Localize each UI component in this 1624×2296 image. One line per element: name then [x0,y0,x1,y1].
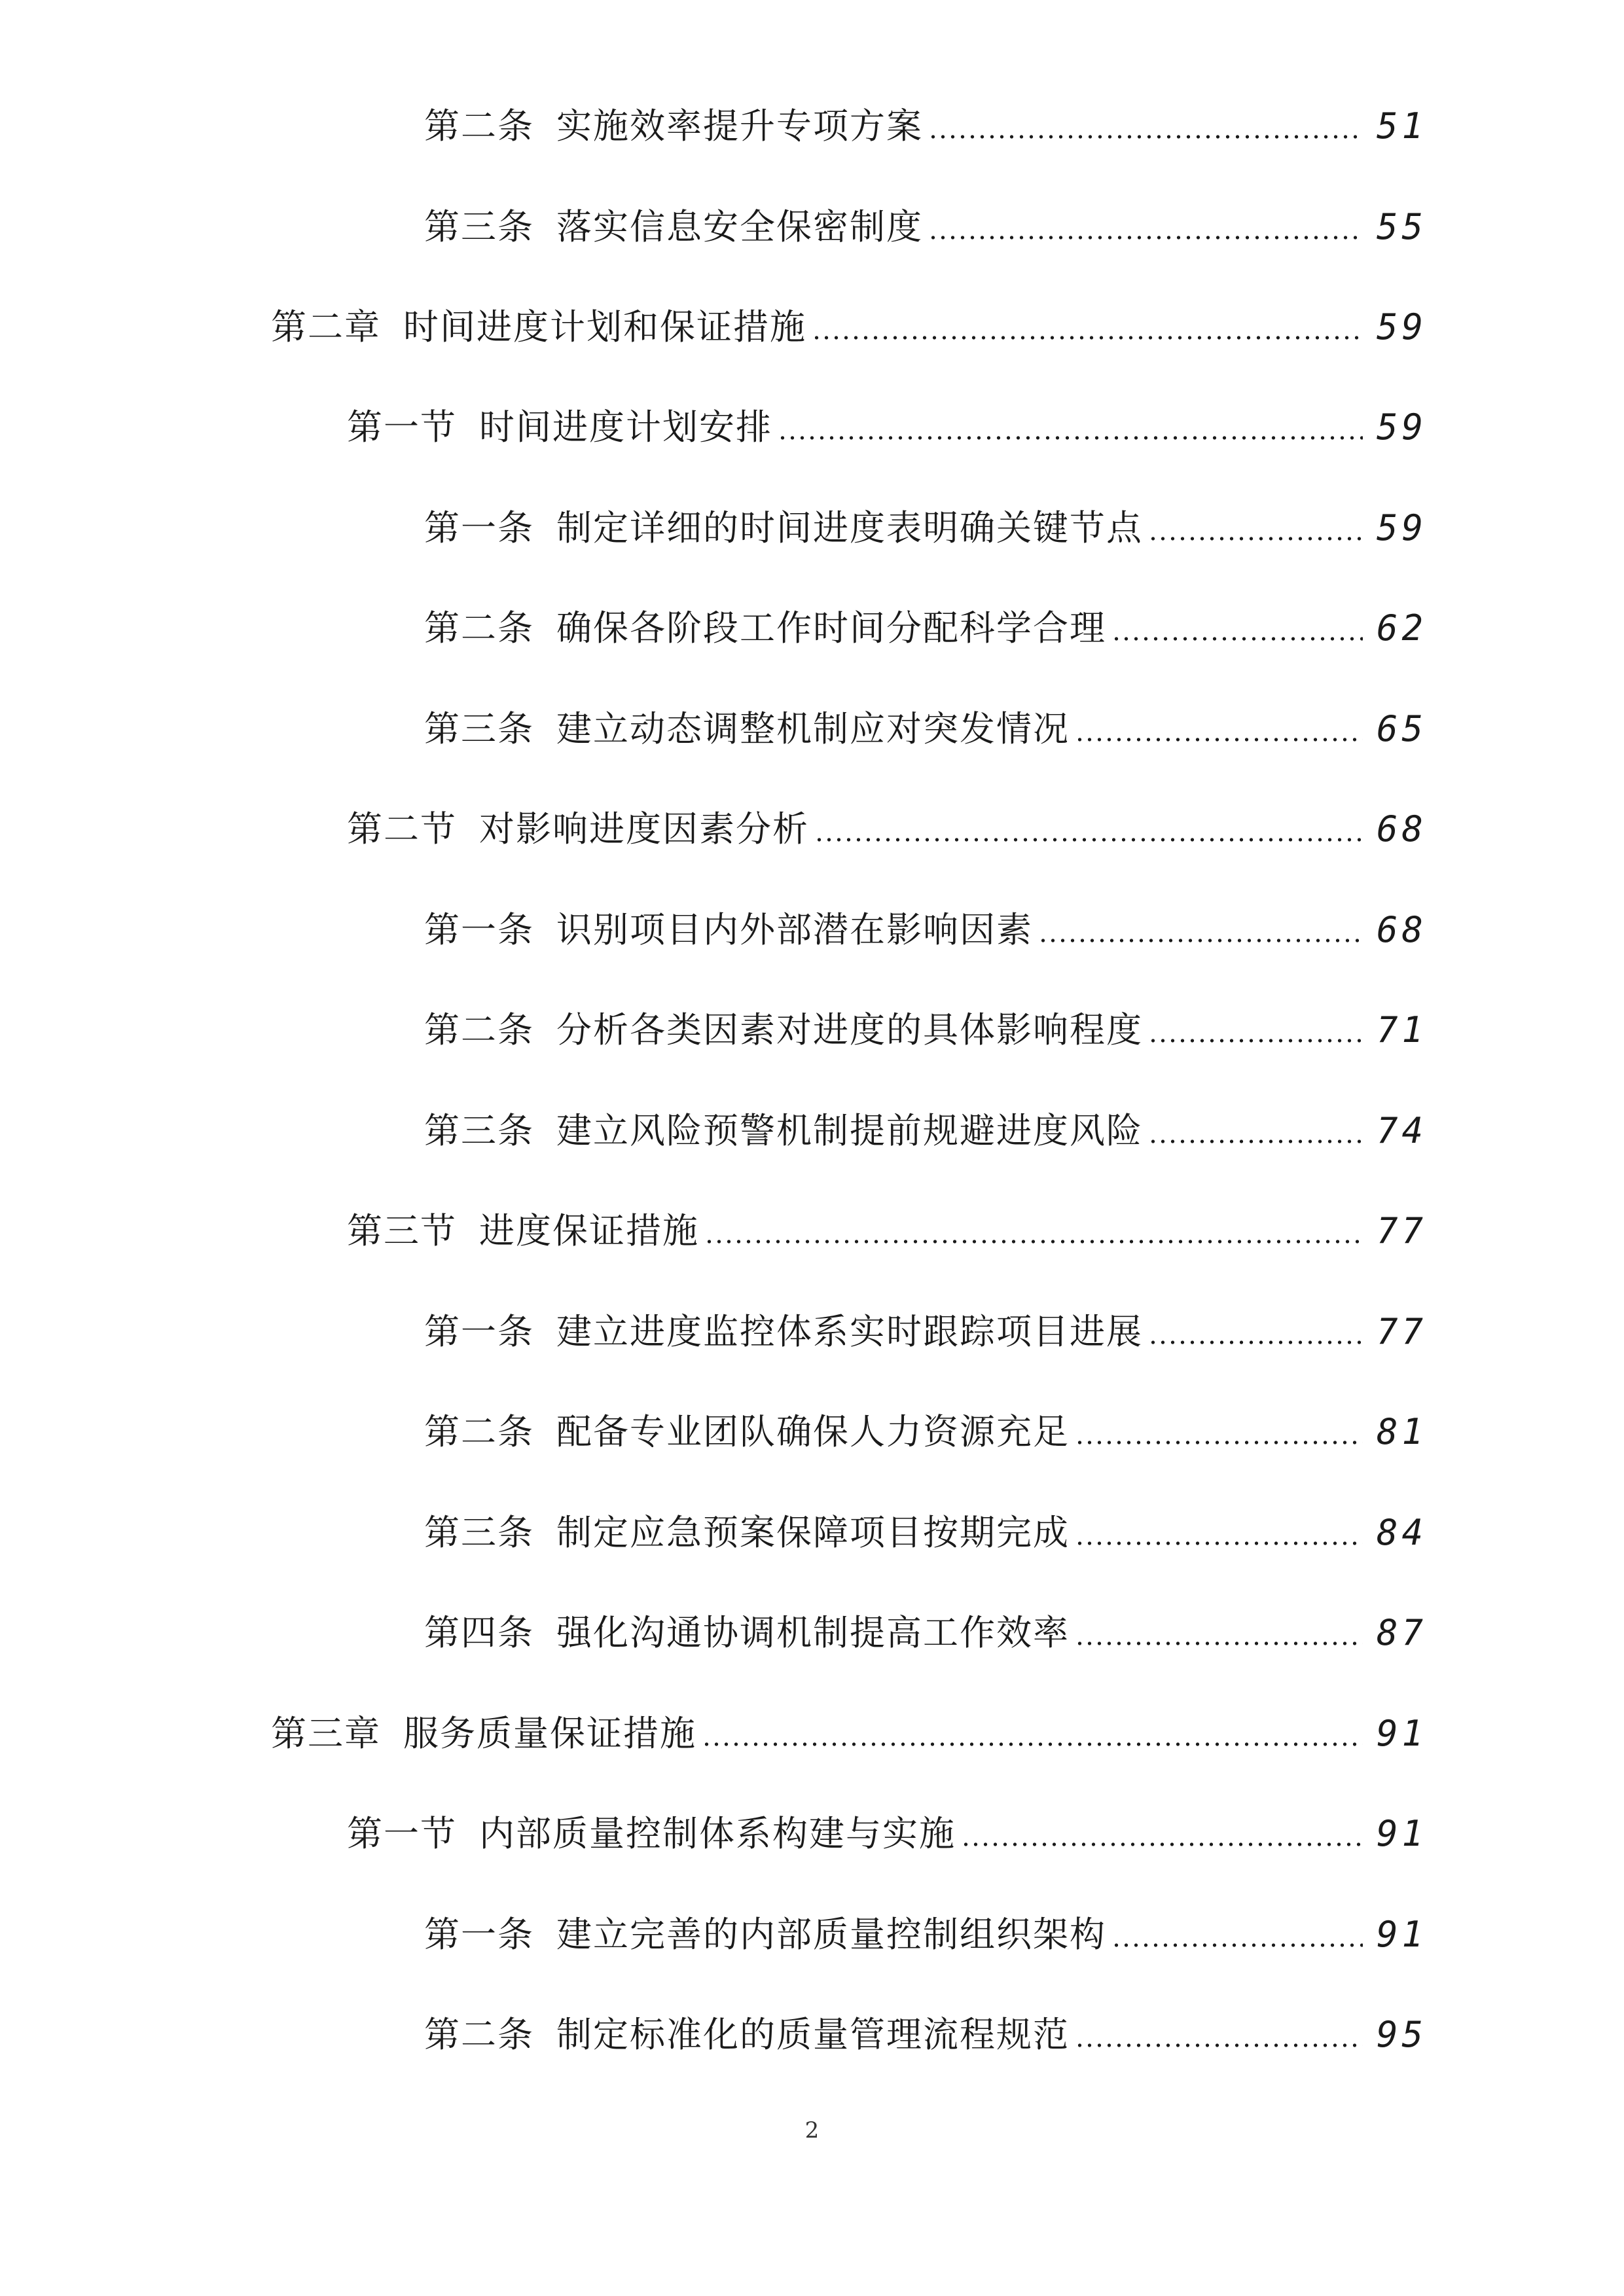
toc-entry-title: 制定标准化的质量管理流程规范 [556,2014,1070,2055]
toc-page-number: 59 [1376,406,1427,448]
dot-leader [961,1841,1363,1848]
toc-page-number: 84 [1376,1512,1427,1553]
toc-entry-section[interactable] [347,1793,1427,1852]
dot-leader [704,1238,1363,1245]
toc-entry-title: 落实信息安全保密制度 [556,206,923,247]
toc-entry-title: 时间进度计划和保证措施 [403,306,806,348]
toc-entry-prefix: 第三条 [424,708,534,749]
toc-entry-label [271,306,806,348]
dot-leader [928,234,1363,241]
dot-leader [1038,937,1363,944]
toc-entry-title: 制定应急预案保障项目按期完成 [556,1512,1070,1553]
toc-entry-label [424,1512,1070,1553]
toc-entry[interactable] [424,85,1427,147]
toc-entry-prefix: 第二条 [424,1009,534,1050]
toc-entry-label [424,1612,1070,1653]
dot-leader [1148,1037,1363,1044]
dot-leader [1075,1640,1363,1647]
dot-leader [1111,1942,1363,1948]
toc-entry-title: 配备专业团队确保人力资源充足 [556,1411,1070,1452]
toc-page-number: 65 [1376,708,1427,749]
toc-entry-prefix: 第二章 [271,306,381,348]
toc-entry-title: 内部质量控制体系构建与实施 [479,1813,956,1854]
toc-entry[interactable] [424,487,1427,546]
toc-entry-prefix: 第三条 [424,206,534,247]
toc-entry-prefix: 第三节 [347,1210,457,1251]
toc-entry-prefix: 第二条 [424,1411,534,1452]
toc-entry-prefix: 第二条 [424,607,534,649]
toc-page-number: 59 [1376,507,1427,548]
toc-entry[interactable] [424,1090,1427,1149]
toc-entry-label [424,909,1033,950]
toc-entry[interactable] [424,1291,1427,1350]
dot-leader [1111,636,1363,642]
toc-entry-prefix: 第二节 [347,808,457,850]
toc-entry-label [424,2014,1070,2055]
toc-entry-prefix: 第一条 [424,1914,534,1955]
toc-page-number: 71 [1376,1009,1427,1050]
dot-leader [1075,2042,1363,2049]
toc-entry[interactable] [424,989,1427,1048]
dot-leader [1075,1439,1363,1446]
toc-entry-label [424,1311,1143,1352]
toc-entry-section[interactable] [347,1190,1427,1249]
toc-entry-label [424,105,923,147]
toc-entry-prefix: 第一条 [424,1311,534,1352]
dot-leader [778,435,1363,441]
dot-leader [1148,1138,1363,1145]
dot-leader [1148,1339,1363,1346]
dot-leader [1075,1540,1363,1547]
toc-page-number: 74 [1376,1110,1427,1151]
dot-leader [814,836,1363,843]
toc-entry-title: 建立进度监控体系实时跟踪项目进展 [556,1311,1143,1352]
toc-entry-chapter[interactable] [271,286,1427,348]
toc-page-number: 91 [1376,1914,1427,1955]
toc-entry[interactable] [424,1391,1427,1450]
dot-leader [1148,535,1363,542]
toc-entry[interactable] [424,688,1427,747]
toc-entry-label [347,406,772,448]
toc-entry-prefix: 第三条 [424,1110,534,1151]
dot-leader [812,334,1363,341]
toc-entry[interactable] [424,1893,1427,1955]
toc-entry-prefix: 第一节 [347,406,457,448]
toc-page-number: 95 [1376,2014,1427,2055]
toc-entry-label [271,1713,696,1754]
toc-entry-label [424,708,1070,749]
toc-page-number: 62 [1376,607,1427,649]
toc-page-number: 87 [1376,1612,1427,1653]
toc-entry-section[interactable] [347,386,1427,448]
toc-entry-label [424,1009,1143,1050]
toc-entry-title: 实施效率提升专项方案 [556,105,923,147]
toc-page-number: 91 [1376,1813,1427,1854]
toc-entry[interactable] [424,889,1427,948]
toc-entry-title: 识别项目内外部潜在影响因素 [556,909,1033,950]
toc-entry-label [347,1210,699,1251]
toc-page-number: 68 [1376,909,1427,950]
toc-entry-prefix: 第四条 [424,1612,534,1653]
toc-entry-title: 强化沟通协调机制提高工作效率 [556,1612,1070,1653]
toc-entry-section[interactable] [347,788,1427,850]
toc-page-number: 81 [1376,1411,1427,1452]
toc-entry-label [424,1411,1070,1452]
toc-entry-label [424,607,1106,649]
toc-entry-prefix: 第一节 [347,1813,457,1854]
toc-entry-title: 进度保证措施 [479,1210,699,1251]
toc-entry[interactable] [424,1994,1427,2053]
toc-entry[interactable] [424,587,1427,649]
toc-entry[interactable] [424,186,1427,245]
footer-page-number: 2 [804,2117,820,2144]
dot-leader [1075,736,1363,743]
toc-entry-label [424,1914,1106,1955]
toc-entry-title: 对影响进度因素分析 [479,808,809,850]
toc-entry-label [347,808,809,850]
toc-entry-title: 服务质量保证措施 [403,1713,696,1754]
toc-entry[interactable] [424,1592,1427,1651]
toc-entry-title: 分析各类因素对进度的具体影响程度 [556,1009,1143,1050]
toc-page-number: 91 [1376,1713,1427,1754]
toc-entry-chapter[interactable] [271,1693,1427,1754]
toc-entry-prefix: 第二条 [424,2014,534,2055]
toc-entry-prefix: 第三章 [271,1713,381,1754]
toc-entry-title: 制定详细的时间进度表明确关键节点 [556,507,1143,548]
toc-page-number: 68 [1376,808,1427,850]
toc-page-number: 59 [1376,306,1427,348]
toc-page-number: 51 [1376,105,1427,147]
toc-entry-label [347,1813,956,1854]
toc-entry-prefix: 第三条 [424,1512,534,1553]
toc-entry-title: 建立风险预警机制提前规避进度风险 [556,1110,1143,1151]
toc-page-number: 77 [1376,1210,1427,1251]
toc-entry-label [424,507,1143,548]
toc-entry-label [424,206,923,247]
toc-entry-label [424,1110,1143,1151]
toc-page-number: 55 [1376,206,1427,247]
toc-entry-prefix: 第一条 [424,909,534,950]
toc-entry-title: 建立动态调整机制应对突发情况 [556,708,1070,749]
toc-entry-title: 建立完善的内部质量控制组织架构 [556,1914,1106,1955]
dot-leader [928,134,1363,140]
dot-leader [702,1741,1363,1748]
toc-page-number: 77 [1376,1311,1427,1352]
toc-entry-prefix: 第一条 [424,507,534,548]
toc-entry[interactable] [424,1492,1427,1551]
toc-entry-title: 确保各阶段工作时间分配科学合理 [556,607,1106,649]
toc-entry-title: 时间进度计划安排 [479,406,772,448]
toc-entry-prefix: 第二条 [424,105,534,147]
